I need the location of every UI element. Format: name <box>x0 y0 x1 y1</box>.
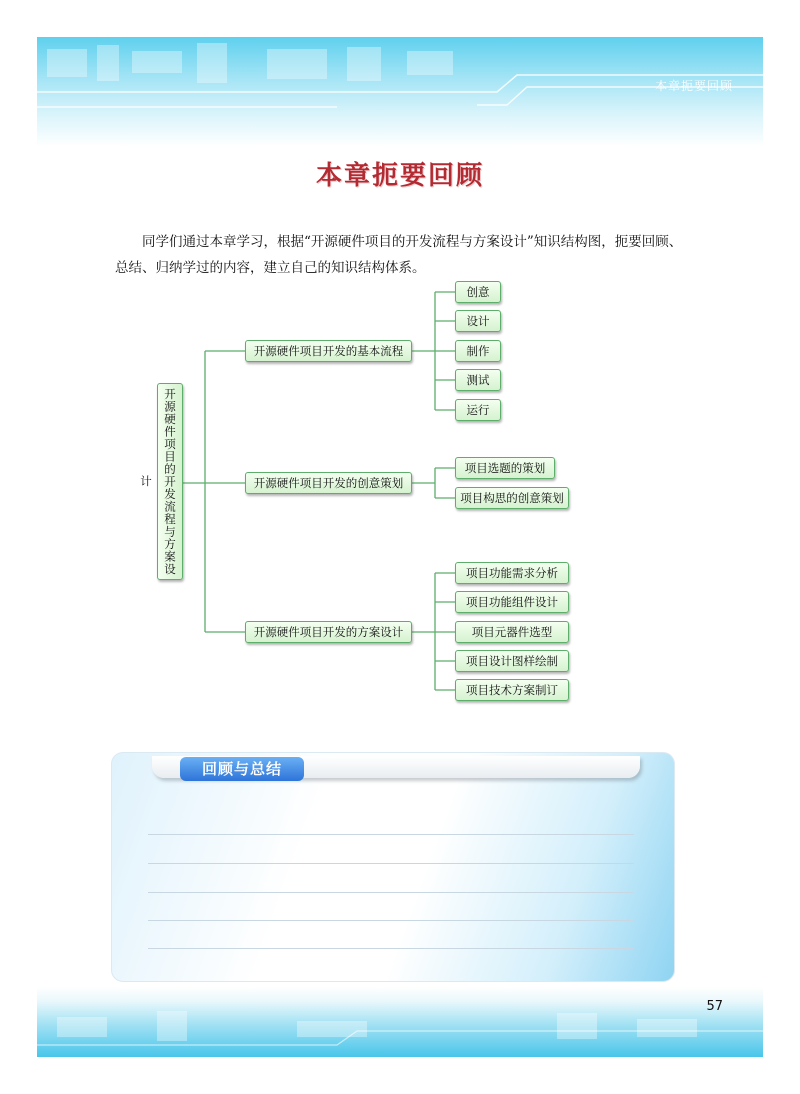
writing-line[interactable] <box>148 892 634 893</box>
leaf-topic-planning: 项目选题的策划 <box>455 457 555 479</box>
leaf-make: 制作 <box>455 340 501 362</box>
leaf-part-selection: 项目元器件选型 <box>455 621 569 643</box>
summary-panel <box>111 752 675 982</box>
writing-line[interactable] <box>148 920 634 921</box>
leaf-concept-planning: 项目构思的创意策划 <box>455 487 569 509</box>
branch-creative-planning: 开源硬件项目开发的创意策划 <box>245 472 412 494</box>
leaf-technical-plan: 项目技术方案制订 <box>455 679 569 701</box>
footer-circuit-decoration <box>37 987 763 1057</box>
chapter-title: 本章扼要回顾 <box>315 161 484 191</box>
branch-basic-process: 开源硬件项目开发的基本流程 <box>245 340 412 362</box>
leaf-run: 运行 <box>455 399 501 421</box>
writing-line[interactable] <box>148 948 634 949</box>
textbook-page <box>37 37 763 1057</box>
leaf-requirement-analysis: 项目功能需求分析 <box>455 562 569 584</box>
leaf-drawing: 项目设计图样绘制 <box>455 650 569 672</box>
leaf-idea: 创意 <box>455 281 501 303</box>
leaf-test: 测试 <box>455 369 501 391</box>
leaf-design: 设计 <box>455 310 501 332</box>
tree-root-node: 开源硬件项目的开发流程与方案设计 <box>157 383 183 580</box>
section-label: 本章扼要回顾 <box>654 79 733 93</box>
page-number: 57 <box>706 999 723 1014</box>
branch-solution-design: 开源硬件项目开发的方案设计 <box>245 621 412 643</box>
writing-line[interactable] <box>148 863 634 864</box>
summary-tab-label: 回顾与总结 <box>180 757 304 781</box>
writing-line[interactable] <box>148 834 634 835</box>
intro-paragraph: 同学们通过本章学习，根据“开源硬件项目的开发流程与方案设计”知识结构图，扼要回顾、总结、归纳学过的内容，建立自己的知识结构体系。 <box>115 234 683 276</box>
leaf-component-design: 项目功能组件设计 <box>455 591 569 613</box>
